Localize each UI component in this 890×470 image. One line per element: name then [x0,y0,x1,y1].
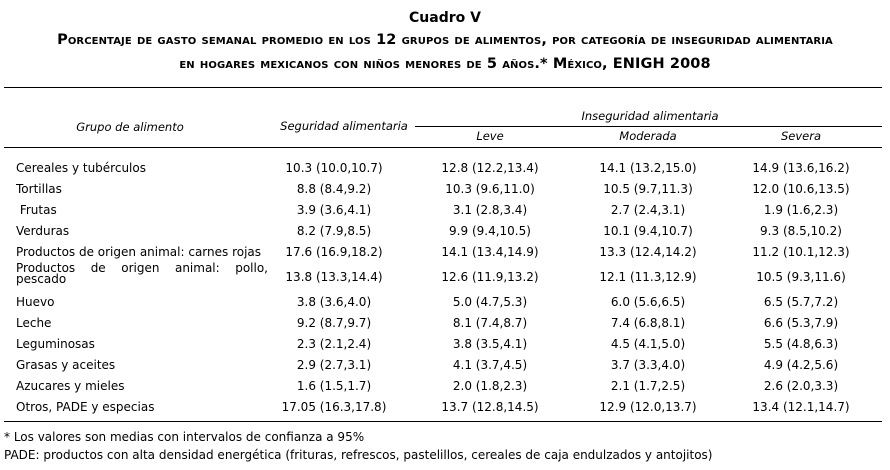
header-bottom-rule [4,147,882,148]
cell-leve: 12.8 (12.2,13.4) [441,161,539,175]
cell-leve: 10.3 (9.6,11.0) [445,182,535,196]
table-row [0,200,890,220]
cell-severa: 6.6 (5.3,7.9) [763,316,839,330]
cell-seguridad: 1.6 (1.5,1.7) [296,379,372,393]
cell-severa: 6.5 (5.7,7.2) [763,295,839,309]
cell-moderada: 14.1 (13.2,15.0) [599,161,697,175]
cell-moderada: 7.4 (6.8,8.1) [610,316,686,330]
cell-seguridad: 2.9 (2.7,3.1) [296,358,372,372]
table-row [0,313,890,333]
cell-moderada: 3.7 (3.3,4.0) [610,358,686,372]
cell-severa: 5.5 (4.8,6.3) [763,337,839,351]
row-label: Frutas [16,203,57,217]
table-row [0,242,890,262]
cell-seguridad: 8.8 (8.4,9.2) [296,182,372,196]
header-group: Grupo de alimento [76,120,184,134]
cell-moderada: 12.1 (11.3,12.9) [599,270,697,284]
cell-seguridad: 3.8 (3.6,4.0) [296,295,372,309]
cell-leve: 4.1 (3.7,4.5) [452,358,528,372]
cell-leve: 8.1 (7.4,8.7) [452,316,528,330]
cell-moderada: 10.5 (9.7,11.3) [603,182,693,196]
cell-leve: 3.8 (3.5,4.1) [452,337,528,351]
table-bottom-rule [4,421,882,422]
table-row [0,263,890,291]
cell-seguridad: 17.6 (16.9,18.2) [285,245,383,259]
table-title-line-1: Porcentaje de gasto semanal promedio en los 12 grupos de alimentos, por categoría de inseguridad alimentaria [57,32,833,48]
cell-leve: 9.9 (9.4,10.5) [449,224,531,238]
row-label: Cereales y tubérculos [16,161,146,175]
table-row [0,158,890,178]
cell-severa: 4.9 (4.2,5.6) [763,358,839,372]
table-row [0,221,890,241]
header-seguridad: Seguridad alimentaria [280,119,408,133]
cell-seguridad: 8.2 (7.9,8.5) [296,224,372,238]
table-title-line-2: en hogares mexicanos con niños menores de 5 años.* México, ENIGH 2008 [179,56,711,72]
cell-leve: 5.0 (4.7,5.3) [452,295,528,309]
header-leve: Leve [476,129,504,143]
cell-moderada: 13.3 (12.4,14.2) [599,245,697,259]
row-label: Leguminosas [16,337,95,351]
cell-severa: 10.5 (9.3,11.6) [756,270,846,284]
table-top-rule [4,87,882,88]
cell-severa: 12.0 (10.6,13.5) [752,182,850,196]
cell-moderada: 4.5 (4.1,5.0) [610,337,686,351]
row-label: Leche [16,316,52,330]
cell-seguridad: 10.3 (10.0,10.7) [285,161,383,175]
table-row [0,376,890,396]
cell-moderada: 6.0 (5.6,6.5) [610,295,686,309]
table-row [0,355,890,375]
table-row [0,334,890,354]
footnote-pade: PADE: productos con alta densidad energética (frituras, refrescos, pastelillos, cereales de caja endulzados y antojitos) [4,448,713,462]
cell-severa: 9.3 (8.5,10.2) [760,224,842,238]
cell-leve: 14.1 (13.4,14.9) [441,245,539,259]
cell-leve: 13.7 (12.8,14.5) [441,400,539,414]
cell-moderada: 2.1 (1.7,2.5) [610,379,686,393]
row-label: Grasas y aceites [16,358,116,372]
header-moderada: Moderada [619,129,677,143]
table-row [0,292,890,312]
cell-moderada: 12.9 (12.0,13.7) [599,400,697,414]
table-row [0,397,890,417]
cell-severa: 2.6 (2.0,3.3) [763,379,839,393]
cell-severa: 1.9 (1.6,2.3) [763,203,839,217]
row-label: Azucares y mieles [16,379,125,393]
cell-seguridad: 17.05 (16.3,17.8) [281,400,387,414]
cell-moderada: 10.1 (9.4,10.7) [603,224,693,238]
cell-moderada: 2.7 (2.4,3.1) [610,203,686,217]
row-label: Verduras [16,224,70,238]
row-label: Otros, PADE y especias [16,400,155,414]
footnote-ci: * Los valores son medias con intervalos de confianza a 95% [4,430,365,444]
header-severa: Severa [780,129,822,143]
cell-severa: 14.9 (13.6,16.2) [752,161,850,175]
row-label: Productos de origen animal: pollo, pescado [16,261,268,286]
cell-seguridad: 9.2 (8.7,9.7) [296,316,372,330]
header-inseguridad: Inseguridad alimentaria [581,109,719,123]
row-label: Tortillas [16,182,62,196]
table-caption: Cuadro V [409,10,481,26]
row-label: Productos de origen animal: carnes rojas [16,245,262,259]
cell-seguridad: 3.9 (3.6,4.1) [296,203,372,217]
cell-seguridad: 13.8 (13.3,14.4) [285,270,383,284]
cell-seguridad: 2.3 (2.1,2.4) [296,337,372,351]
table-row [0,179,890,199]
cell-leve: 3.1 (2.8,3.4) [452,203,528,217]
row-label: Huevo [16,295,55,309]
cell-severa: 11.2 (10.1,12.3) [752,245,850,259]
cell-leve: 12.6 (11.9,13.2) [441,270,539,284]
inseguridad-rule [415,126,882,127]
cell-leve: 2.0 (1.8,2.3) [452,379,528,393]
cell-severa: 13.4 (12.1,14.7) [752,400,850,414]
